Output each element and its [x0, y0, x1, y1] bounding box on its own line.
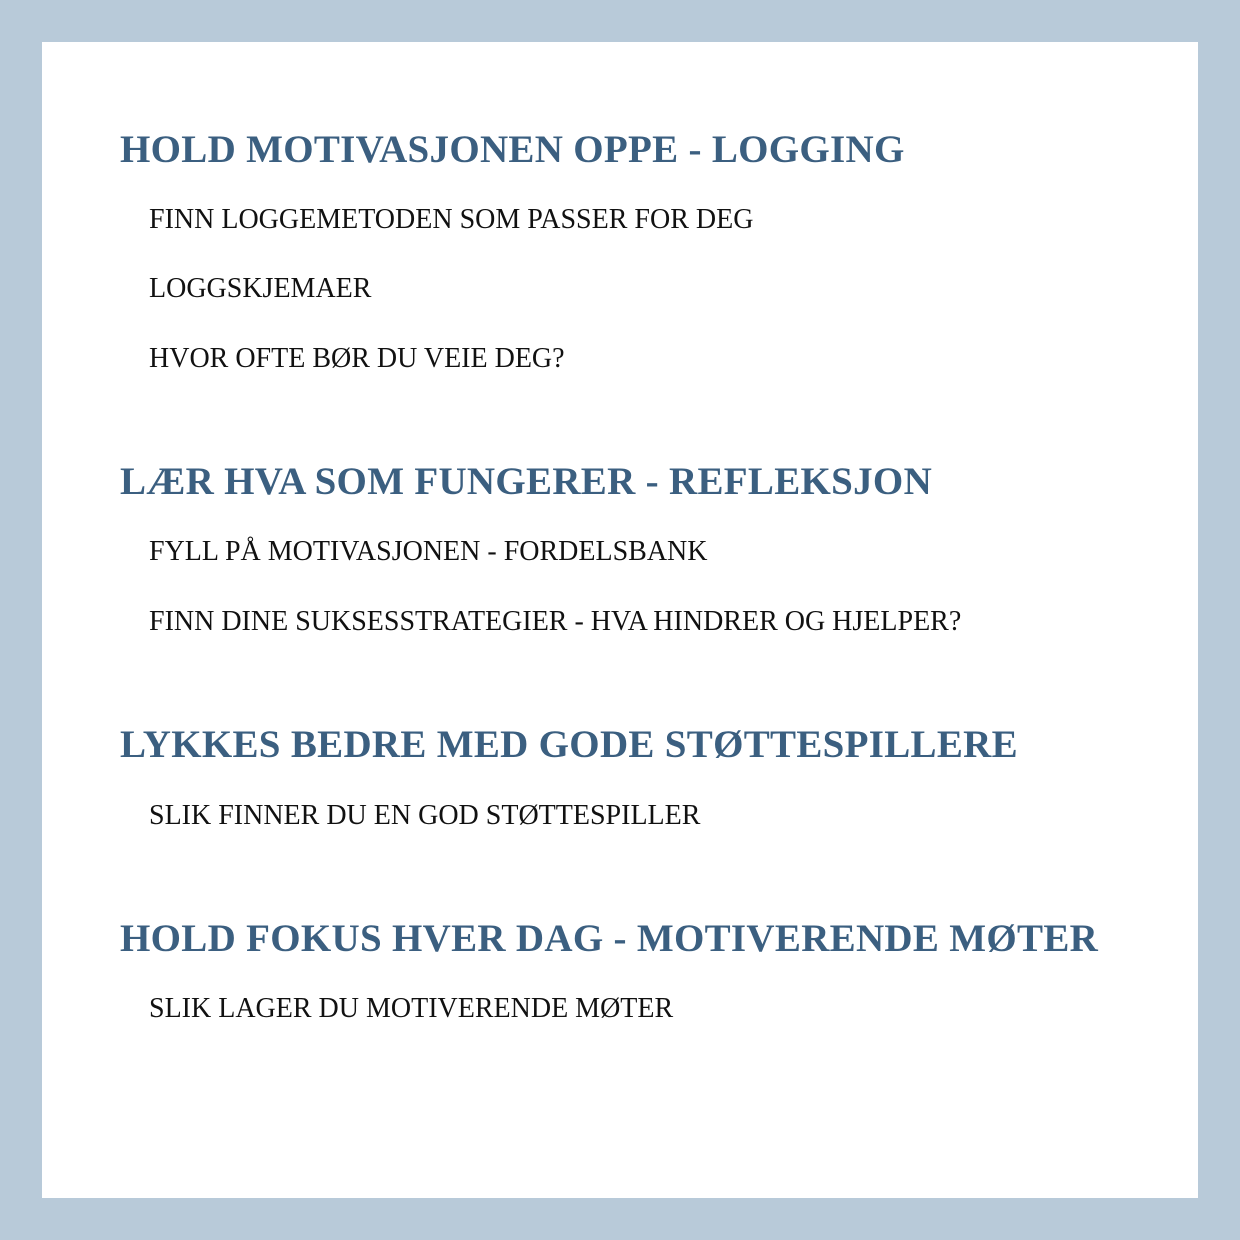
list-item-loggskjemaer[interactable]: LOGGSKJEMAER — [149, 273, 372, 304]
section-heading-moter: HOLD FOKUS HVER DAG - MOTIVERENDE MØTER — [120, 917, 1099, 960]
list-item-suksesstrategier[interactable]: FINN DINE SUKSESSTRATEGIER - HVA HINDRER OG HJELPER? — [149, 606, 962, 637]
section-heading-refleksjon: LÆR HVA SOM FUNGERER - REFLEKSJON — [120, 460, 933, 503]
section-heading-logging: HOLD MOTIVASJONEN OPPE - LOGGING — [120, 128, 905, 171]
section-heading-stottespillere: LYKKES BEDRE MED GODE STØTTESPILLERE — [120, 723, 1018, 766]
list-item-loggemetode[interactable]: FINN LOGGEMETODEN SOM PASSER FOR DEG — [149, 204, 754, 235]
content-panel — [42, 42, 1198, 1198]
list-item-fordelsbank[interactable]: FYLL PÅ MOTIVASJONEN - FORDELSBANK — [149, 536, 708, 567]
list-item-stottespiller[interactable]: SLIK FINNER DU EN GOD STØTTESPILLER — [149, 800, 701, 831]
list-item-motiverende-moter[interactable]: SLIK LAGER DU MOTIVERENDE MØTER — [149, 993, 674, 1024]
list-item-veie-deg[interactable]: HVOR OFTE BØR DU VEIE DEG? — [149, 343, 565, 374]
